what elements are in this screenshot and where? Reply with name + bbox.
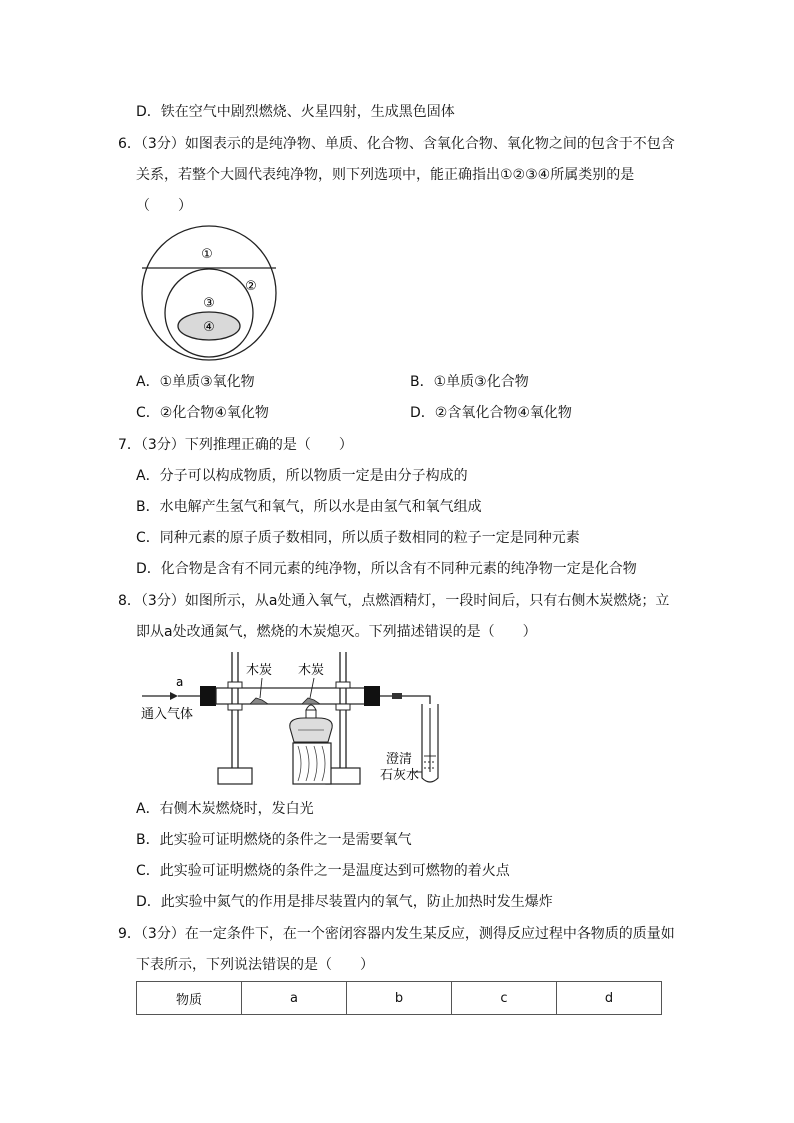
q7-option-a: A．分子可以构成物质，所以物质一定是由分子构成的: [136, 468, 468, 484]
inlet-gas-label: 通入气体: [141, 707, 194, 722]
q5-option-d: D．铁在空气中剧烈燃烧、火星四射，生成黑色固体: [136, 104, 455, 120]
q6-option-a: A．①单质③氧化物: [136, 374, 255, 390]
table-header-cell: a: [242, 982, 347, 1015]
q7-stem: 7．（3分）下列推理正确的是（ ）: [118, 437, 353, 453]
venn-label-3: ③: [203, 296, 215, 311]
q8-option-c: C．此实验可证明燃烧的条件之一是温度达到可燃物的着火点: [136, 863, 510, 879]
venn-label-4: ④: [203, 320, 215, 335]
q8-stem-line2: 即从a处改通氮气，燃烧的木炭熄灭。下列描述错误的是（ ）: [136, 624, 537, 640]
q6-venn-diagram: [136, 225, 286, 365]
q7-option-b: B．水电解产生氢气和氧气，所以水是由氢气和氧气组成: [136, 499, 482, 515]
q9-stem-line2: 下表所示，下列说法错误的是（ ）: [136, 957, 374, 973]
venn-label-2: ②: [245, 279, 257, 294]
q6-stem-line1: 6．（3分）如图表示的是纯净物、单质、化合物、含氧化合物、氧化物之间的包含于不包含: [118, 136, 675, 152]
q8-apparatus-diagram: [138, 646, 463, 792]
charcoal-left-label: 木炭: [246, 663, 273, 678]
q8-option-b: B．此实验可证明燃烧的条件之一是需要氧气: [136, 832, 412, 848]
table-header-row: [137, 982, 662, 1015]
limewater-label-1: 澄清: [386, 752, 413, 767]
table-header-cell: b: [347, 982, 452, 1015]
venn-label-1: ①: [201, 247, 213, 262]
q8-stem-line1: 8．（3分）如图所示，从a处通入氧气，点燃酒精灯，一段时间后，只有右侧木炭燃烧；立: [118, 593, 670, 609]
table-header-cell: d: [557, 982, 662, 1015]
charcoal-right-label: 木炭: [298, 663, 325, 678]
q6-option-c: C．②化合物④氧化物: [136, 405, 269, 421]
limewater-label-2: 石灰水: [380, 768, 420, 783]
q6-option-b: B．①单质③化合物: [410, 374, 529, 390]
q6-option-d: D．②含氧化合物④氧化物: [410, 405, 572, 421]
table-header-cell: 物质: [137, 982, 242, 1015]
inlet-a-label: a: [176, 675, 184, 689]
q6-stem-line3: （ ）: [136, 198, 192, 214]
table-header-cell: c: [452, 982, 557, 1015]
q6-stem-line2: 关系，若整个大圆代表纯净物，则下列选项中，能正确指出①②③④所属类别的是: [136, 167, 635, 183]
q9-mass-table: [136, 981, 662, 1015]
q8-option-a: A．右侧木炭燃烧时，发白光: [136, 801, 314, 817]
q8-option-d: D．此实验中氮气的作用是排尽装置内的氧气，防止加热时发生爆炸: [136, 894, 553, 910]
q7-option-d: D．化合物是含有不同元素的纯净物，所以含有不同种元素的纯净物一定是化合物: [136, 561, 637, 577]
q7-option-c: C．同种元素的原子质子数相同，所以质子数相同的粒子一定是同种元素: [136, 530, 580, 546]
q9-stem-line1: 9．（3分）在一定条件下，在一个密闭容器内发生某反应，测得反应过程中各物质的质量如: [118, 926, 675, 942]
